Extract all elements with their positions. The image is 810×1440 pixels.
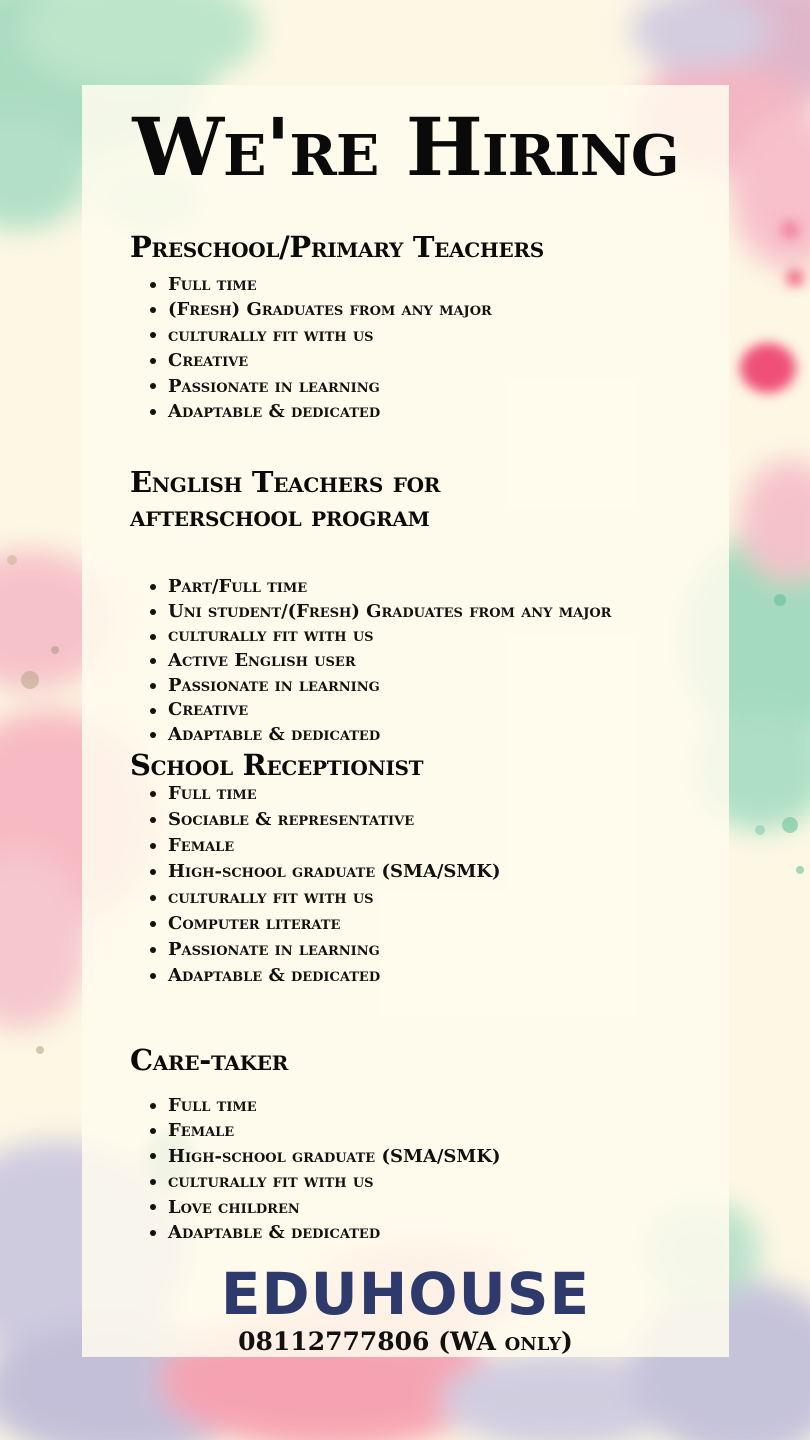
requirement-item bbox=[130, 937, 690, 963]
bullet-icon bbox=[150, 584, 156, 590]
section-title bbox=[130, 1043, 690, 1077]
requirement-item bbox=[130, 575, 690, 600]
requirement-item bbox=[130, 911, 690, 937]
requirement-text: Part/Full time bbox=[168, 576, 308, 597]
requirement-item bbox=[130, 323, 690, 348]
bullet-icon bbox=[150, 1230, 156, 1236]
bullet-icon bbox=[150, 1153, 156, 1159]
bullet-icon bbox=[150, 869, 156, 875]
requirements-list bbox=[130, 1093, 690, 1245]
bullet-icon bbox=[150, 658, 156, 664]
bullet-icon bbox=[150, 895, 156, 901]
section-care-taker bbox=[130, 1043, 690, 1245]
section-title-line: Care-taker bbox=[130, 1043, 289, 1077]
requirement-item bbox=[130, 698, 690, 723]
bullet-icon bbox=[150, 409, 156, 415]
bullet-icon bbox=[150, 817, 156, 823]
requirement-item bbox=[130, 807, 690, 833]
section-title-line: Preschool/Primary Teachers bbox=[130, 230, 544, 264]
requirement-item bbox=[130, 649, 690, 674]
requirement-item bbox=[130, 674, 690, 699]
bullet-icon bbox=[150, 1179, 156, 1185]
requirement-text: Adaptable & dedicated bbox=[168, 1221, 381, 1243]
requirement-text: Active English user bbox=[168, 650, 356, 672]
requirement-item bbox=[130, 723, 690, 748]
section-title bbox=[130, 748, 690, 782]
requirement-text: Passionate in learning bbox=[168, 939, 380, 960]
bullet-icon bbox=[150, 1204, 156, 1210]
requirement-item bbox=[130, 885, 690, 911]
bullet-icon bbox=[150, 332, 156, 338]
requirement-text: Adaptable & dedicated bbox=[168, 965, 381, 986]
requirement-item bbox=[130, 1169, 690, 1194]
requirement-item bbox=[130, 399, 690, 424]
requirement-text: Creative bbox=[168, 699, 249, 721]
section-title bbox=[130, 230, 690, 264]
requirement-text: Female bbox=[168, 835, 235, 856]
requirement-text: culturally fit with us bbox=[168, 324, 374, 346]
bullet-icon bbox=[150, 383, 156, 389]
requirement-text: (Fresh) Graduates from any major bbox=[168, 299, 492, 321]
requirement-item bbox=[130, 1118, 690, 1143]
requirement-item bbox=[130, 963, 690, 989]
bullet-icon bbox=[150, 791, 156, 797]
requirement-text: Passionate in learning bbox=[168, 375, 380, 397]
requirement-text: Love children bbox=[168, 1196, 300, 1218]
requirements-list bbox=[130, 575, 690, 748]
requirements-list bbox=[130, 272, 690, 424]
requirement-item bbox=[130, 1220, 690, 1245]
section-english-teachers bbox=[130, 465, 690, 748]
bullet-icon bbox=[150, 843, 156, 849]
requirement-text: Adaptable & dedicated bbox=[168, 400, 381, 422]
requirement-item bbox=[130, 859, 690, 885]
requirement-text: culturally fit with us bbox=[168, 887, 374, 908]
requirement-text: Sociable & representative bbox=[168, 809, 415, 830]
section-title-line: English Teachers for bbox=[130, 465, 441, 499]
brand-logo: EDUHOUSE bbox=[220, 1260, 591, 1328]
bullet-icon bbox=[150, 1128, 156, 1134]
requirement-text: Uni student/(Fresh) Graduates from any major bbox=[168, 600, 612, 622]
requirement-text: Creative bbox=[168, 350, 249, 372]
requirement-item bbox=[130, 272, 690, 297]
section-school-receptionist bbox=[130, 748, 690, 989]
requirement-text: culturally fit with us bbox=[168, 1171, 374, 1193]
requirement-item bbox=[130, 833, 690, 859]
requirement-text: Passionate in learning bbox=[168, 674, 380, 696]
bullet-icon bbox=[150, 358, 156, 364]
bullet-icon bbox=[150, 973, 156, 979]
requirement-item bbox=[130, 1195, 690, 1220]
requirement-text: High-school graduate (SMA/SMK) bbox=[168, 861, 501, 882]
requirement-item bbox=[130, 1144, 690, 1169]
requirement-item bbox=[130, 781, 690, 807]
requirement-item bbox=[130, 1093, 690, 1118]
requirement-item bbox=[130, 600, 690, 625]
bullet-icon bbox=[150, 921, 156, 927]
requirement-text: Computer literate bbox=[168, 913, 341, 934]
requirement-item bbox=[130, 297, 690, 322]
bullet-icon bbox=[150, 732, 156, 738]
contact-phone: 08112777806 (WA only) bbox=[238, 1327, 573, 1356]
section-preschool-primary-teachers bbox=[130, 230, 690, 424]
section-title-line: afterschool program bbox=[130, 499, 430, 533]
requirement-text: Female bbox=[168, 1120, 235, 1142]
section-title bbox=[130, 465, 690, 533]
bullet-icon bbox=[150, 307, 156, 313]
bullet-icon bbox=[150, 282, 156, 288]
requirement-item bbox=[130, 374, 690, 399]
requirement-text: culturally fit with us bbox=[168, 625, 374, 647]
requirement-text: Full time bbox=[168, 1095, 257, 1116]
requirement-item bbox=[130, 624, 690, 649]
requirement-text: Full time bbox=[168, 274, 257, 295]
bullet-icon bbox=[150, 634, 156, 640]
requirement-text: High-school graduate (SMA/SMK) bbox=[168, 1145, 501, 1167]
requirement-text: Adaptable & dedicated bbox=[168, 724, 381, 746]
section-title-line: School Receptionist bbox=[130, 748, 424, 782]
bullet-icon bbox=[150, 609, 156, 615]
requirements-list bbox=[130, 781, 690, 989]
requirement-text: Full time bbox=[168, 783, 257, 804]
bullet-icon bbox=[150, 1103, 156, 1109]
requirement-item bbox=[130, 348, 690, 373]
bullet-icon bbox=[150, 708, 156, 714]
bullet-icon bbox=[150, 947, 156, 953]
headline: We're Hiring bbox=[132, 100, 679, 194]
bullet-icon bbox=[150, 683, 156, 689]
